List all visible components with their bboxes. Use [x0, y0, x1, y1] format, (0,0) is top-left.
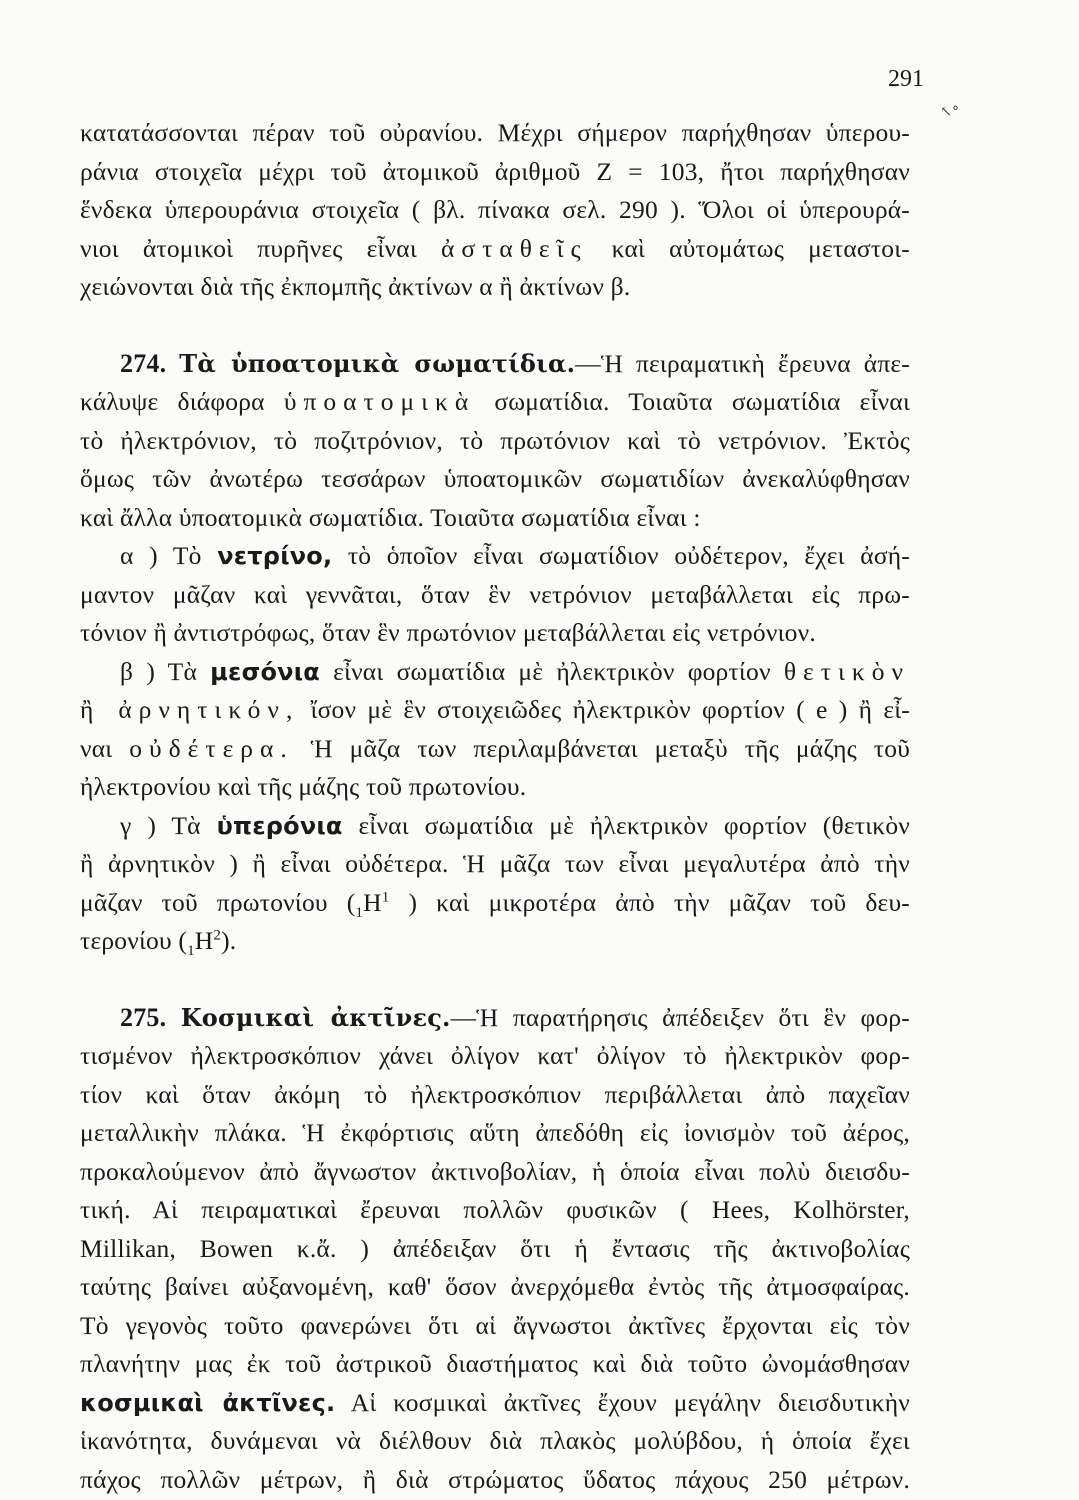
term-cosmic-rays: κοσμικαὶ ἀκτῖνες.: [80, 1388, 336, 1417]
term-mesons: μεσόνια: [210, 657, 320, 686]
emphasis-spaced: οὐδέτερα.: [129, 733, 294, 763]
emphasis-spaced: ὑποατομικὰ: [283, 387, 476, 416]
text-line: τὸ ἠλεκτρόνιον, τὸ ποζιτρόνιον, τὸ πρωτόνιον καὶ τὸ νετρόνιον. Ἐκτὸς: [80, 425, 910, 455]
item-b-line: β ) Τὰ μεσόνια εἶναι σωματίδια μὲ ἠλεκτρικὸν φορτίον θετικὸν: [120, 656, 910, 686]
text-line: νιοι ἀτομικοὶ πυρῆνες εἶναι ἀσταθεῖς καὶ αὐτομάτως μεταστοι-: [80, 233, 910, 263]
text-line: ὅμως τῶν ἀνωτέρω τεσσάρων ὑποατομικῶν σωματιδίων ἀνεκαλύφθησαν: [80, 464, 910, 493]
text-line: ταύτης βαίνει αὐξανομένη, καθ' ὅσον ἀνερχόμεθα ἐντὸς τῆς ἀτμοσφαίρας.: [80, 1272, 910, 1301]
section-title: Κοσμικαὶ ἀκτῖνες.: [180, 1002, 451, 1032]
page-body: [80, 114, 910, 1499]
section-title: Τὰ ὑποατομικὰ σωματίδια.: [179, 348, 576, 378]
text-line: πάχος πολλῶν μέτρων, ἢ διὰ στρώματος ὕδατος πάχους 250 μέτρων.: [80, 1464, 910, 1494]
text-line: προκαλούμενον ἀπὸ ἄγνωστον ἀκτινοβολίαν, ἡ ὁποία εἶναι πολὺ διεισδυ-: [80, 1156, 910, 1186]
emphasis-spaced: ἢ ἀρνητικόν,: [80, 695, 300, 724]
text-line: μᾶζαν τοῦ πρωτονίου ($_1H^1$ ) καὶ μικροτέρα ἀπὸ τὴν μᾶζαν τοῦ δευ-: [80, 887, 910, 921]
text-line: ἢ ἀρνητικόν, ἴσον μὲ ἓν στοιχειῶδες ἠλεκτρικὸν φορτίον ( e ) ἢ εἶ-: [80, 695, 911, 724]
text-line: κατατάσσονται πέραν τοῦ οὐρανίου. Μέχρι σήμερον παρήχθησαν ὑπερου-: [80, 118, 910, 147]
text-line: ράνια στοιχεῖα μέχρι τοῦ ἀτομικοῦ ἀριθμοῦ Ζ = 103, ἤτοι παρήχθησαν: [80, 156, 910, 186]
item-a-line: α ) Τὸ νετρίνο, τὸ ὁποῖον εἶναι σωματίδιον οὐδέτερον, ἔχει ἀσή-: [120, 541, 910, 570]
text-line: ναι οὐδέτερα. Ἡ μᾶζα των περιλαμβάνεται μεταξὺ τῆς μάζης τοῦ: [80, 733, 911, 763]
text-line: μεταλλικὴν πλάκα. Ἡ ἐκφόρτισις αὕτη ἀπεδόθη εἰς ἰονισμὸν τοῦ ἀέρος,: [80, 1118, 910, 1147]
text-line: ἕνδεκα ὑπερουράνια στοιχεῖα ( βλ. πίνακα σελ. 290 ). Ὅλοι οἱ ὑπερουρά-: [80, 195, 910, 224]
term-neutrino: νετρίνο,: [217, 542, 333, 570]
margin-mark: ↖°: [940, 104, 959, 120]
text-line: μαντον μᾶζαν καὶ γεννᾶται, ὅταν ἓν νετρόνιον μεταβάλλεται εἰς πρω-: [80, 579, 910, 609]
section-274: [80, 345, 910, 961]
text-line: τισμένον ἠλεκτροσκόπιον χάνει ὀλίγον κατ' ὀλίγον τὸ ἠλεκτρικὸν φορ-: [80, 1041, 910, 1070]
page-number: 291: [888, 66, 924, 92]
text-line: κοσμικαὶ ἀκτῖνες. Αἱ κοσμικαὶ ἀκτῖνες ἔχουν μεγάλην διεισδυτικὴν: [80, 1387, 910, 1417]
emphasis-spaced: θετικὸν: [783, 656, 910, 686]
text-line: τόνιον ἢ ἀντιστρόφως, ὅταν ἓν πρωτόνιον μεταβάλλεται εἰς νετρόνιον.: [80, 618, 816, 647]
section-heading-line: 275. Κοσμικαὶ ἀκτῖνες.—Ἡ παρατήρησις ἀπέδειξεν ὅτι ἓν φορ-: [120, 1002, 910, 1032]
text-line: πλανήτην μας ἐκ τοῦ ἀστρικοῦ διαστήματος καὶ διὰ τοῦτο ὠνομάσθησαν: [80, 1349, 910, 1378]
text-line: ἠλεκτρονίου καὶ τῆς μάζης τοῦ πρωτονίου.: [80, 772, 527, 801]
section-275: [80, 999, 910, 1500]
paragraph-intro: [80, 114, 910, 307]
text-line: Τὸ γεγονὸς τοῦτο φανερώνει ὅτι αἱ ἄγνωστοι ἀκτῖνες ἔρχονται εἰς τὸν: [80, 1310, 910, 1340]
text-line: ἱκανότητα, δυνάμεναι νὰ διέλθουν διὰ πλακὸς μολύβδου, ἡ ὁποία ἔχει: [80, 1426, 910, 1455]
text-line: τική. Αἱ πειραματικαὶ ἔρευναι πολλῶν φυσικῶν ( Hees, Kolhörster,: [80, 1195, 910, 1224]
section-heading-line: 274. Τὰ ὑποατομικὰ σωματίδια.—Ἡ πειραματικὴ ἔρευνα ἀπε-: [120, 348, 911, 378]
text-line: τίον καὶ ὅταν ἀκόμη τὸ ἠλεκτροσκόπιον περιβάλλεται ἀπὸ παχεῖαν: [80, 1079, 910, 1109]
emphasis-spaced: ἀσταθεῖς: [440, 233, 588, 263]
text-line: Millikan, Bowen κ.ἄ. ) ἀπέδειξαν ὅτι ἡ ἔντασις τῆς ἀκτινοβολίας: [80, 1233, 910, 1263]
text-line: ἢ ἀρνητικὸν ) ἢ εἶναι οὐδέτερα. Ἡ μᾶζα των εἶναι μεγαλυτέρα ἀπὸ τὴν: [80, 849, 910, 878]
section-number: 274.: [120, 348, 167, 378]
text-line: καὶ ἄλλα ὑποατομικὰ σωματίδια. Τοιαῦτα σωματίδια εἶναι :: [80, 502, 701, 532]
section-number: 275.: [120, 1002, 167, 1032]
text-line: κάλυψε διάφορα ὑποατομικὰ σωματίδια. Τοιαῦτα σωματίδια εἶναι: [80, 387, 911, 416]
item-g-line: γ ) Τὰ ὑπερόνια εἶναι σωματίδια μὲ ἠλεκτρικὸν φορτίον (θετικὸν: [120, 810, 911, 840]
text-line: τερονίου $(_1H^2)$.: [80, 926, 237, 960]
term-hyperons: ὑπερόνια: [216, 811, 343, 840]
text-line: χειώνονται διὰ τῆς ἐκπομπῆς ἀκτίνων α ἢ ἀκτίνων β.: [80, 272, 631, 301]
